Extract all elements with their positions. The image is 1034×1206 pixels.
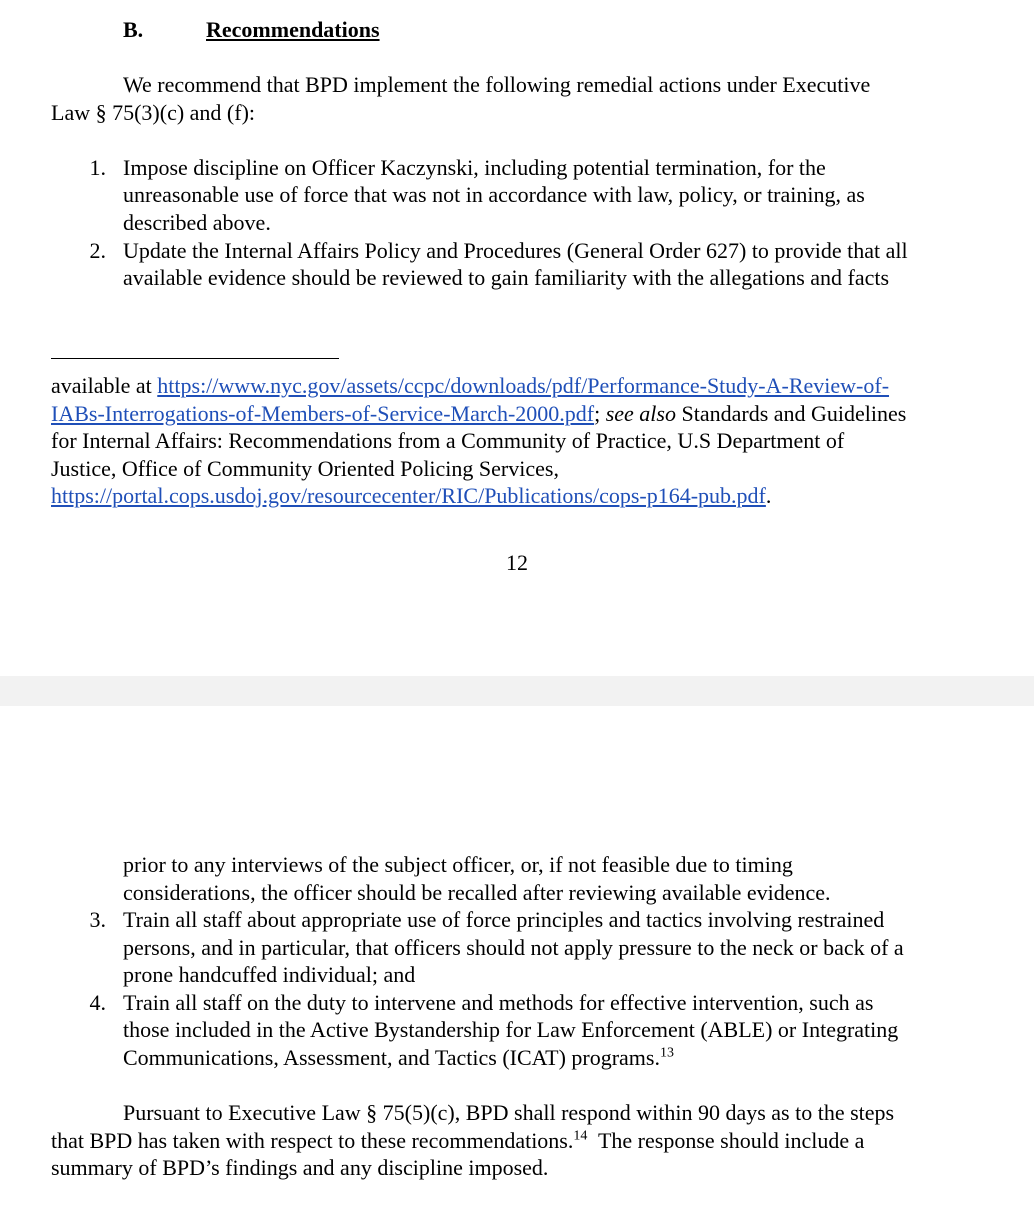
footnote-line-2 — [51, 400, 906, 428]
footnote-ref-13: 13 — [659, 1045, 674, 1061]
footnote-see-also: see also — [605, 401, 676, 426]
footnote-line-3: for Internal Affairs: Recommendations from a Community of Practice, U.S Department of — [51, 428, 845, 453]
footnote-link-nyc[interactable]: https://www.nyc.gov/assets/ccpc/downloads/pdf/Performance-Study-A-Review-of- — [157, 373, 890, 398]
item2-cont-line-1: prior to any interviews of the subject officer, or, if not feasible due to timing — [123, 852, 793, 877]
list-number-1: 1. — [89, 155, 106, 180]
list-number-3: 3. — [89, 907, 106, 932]
item2-cont-line-2: considerations, the officer should be recalled after reviewing available evidence. — [123, 880, 831, 905]
item4-line-1: Train all staff on the duty to intervene and methods for effective intervention, such as — [123, 990, 874, 1015]
list-number-4: 4. — [89, 990, 106, 1015]
footnote-separator — [51, 358, 339, 359]
item3-line-1: Train all staff about appropriate use of force principles and tactics involving restrained — [123, 907, 885, 932]
footnote-line2-rest: Standards and Guidelines — [675, 401, 907, 426]
section-title: Recommendations — [206, 17, 380, 42]
footnote-link-cops[interactable]: https://portal.cops.usdoj.gov/resourcecenter/RIC/Publications/cops-p164-pub.pdf — [51, 483, 766, 508]
item3-line-3: prone handcuffed individual; and — [123, 962, 416, 987]
list-number-2: 2. — [89, 238, 106, 263]
page-number: 12 — [506, 550, 528, 575]
intro-line-1: We recommend that BPD implement the following remedial actions under Executive — [123, 72, 871, 97]
footnote-line-1 — [51, 372, 889, 400]
closing-line-1: Pursuant to Executive Law § 75(5)(c), BPD shall respond within 90 days as to the steps — [123, 1100, 895, 1125]
footnote-line-4: Justice, Office of Community Oriented Policing Services, — [51, 456, 559, 481]
item4-line-2: those included in the Active Bystandership for Law Enforcement (ABLE) or Integrating — [123, 1017, 899, 1042]
page-separator — [0, 676, 1034, 706]
section-letter: B. — [123, 17, 144, 42]
item1-line-2: unreasonable use of force that was not in accordance with law, policy, or training, as — [123, 182, 865, 207]
closing-line-3: summary of BPD’s findings and any discipline imposed. — [51, 1155, 549, 1180]
item2-line-2: available evidence should be reviewed to gain familiarity with the allegations and facts — [123, 265, 890, 290]
item3-line-2: persons, and in particular, that officers should not apply pressure to the neck or back of a — [123, 935, 904, 960]
footnote-line-5 — [51, 482, 771, 510]
footnote-period: . — [765, 483, 772, 508]
item4-line-3-text: Communications, Assessment, and Tactics (ICAT) programs. — [123, 1045, 660, 1070]
closing-line-2 — [51, 1127, 864, 1155]
footnote-prefix: available at — [51, 373, 158, 398]
item1-line-3: described above. — [123, 210, 271, 235]
item2-line-1: Update the Internal Affairs Policy and Procedures (General Order 627) to provide that all — [123, 238, 908, 263]
item4-line-3 — [123, 1044, 674, 1072]
footnote-link-nyc-cont[interactable]: IABs-Interrogations-of-Members-of-Service-March-2000.pdf — [51, 401, 595, 426]
closing-line-2a: that BPD has taken with respect to these recommendations. — [51, 1128, 574, 1153]
closing-line-2b: The response should include a — [587, 1128, 865, 1153]
item1-line-1: Impose discipline on Officer Kaczynski, including potential termination, for the — [123, 155, 826, 180]
footnote-sep: ; — [594, 401, 606, 426]
footnote-ref-14: 14 — [573, 1128, 588, 1144]
intro-line-2: Law § 75(3)(c) and (f): — [51, 100, 256, 125]
